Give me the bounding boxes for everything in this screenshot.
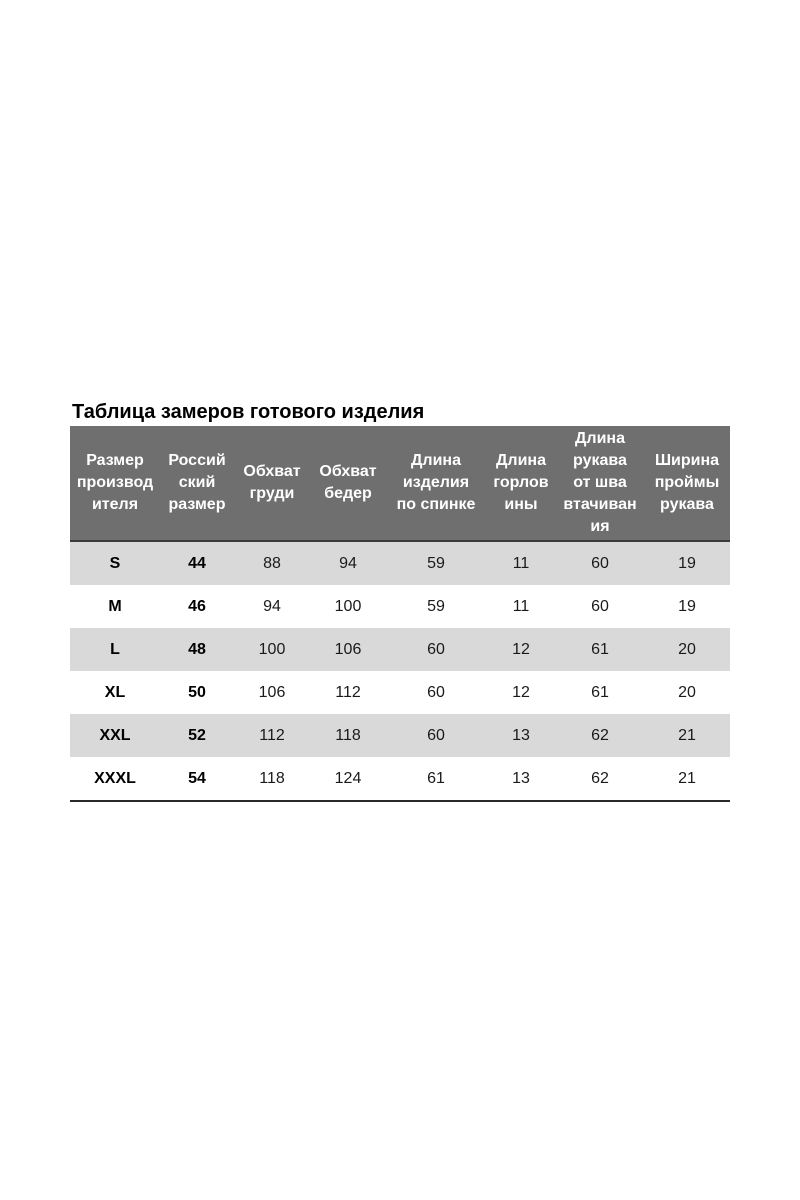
- table-row: [70, 714, 730, 757]
- measurements-table: [70, 426, 730, 802]
- cell-armhole-width: 21: [644, 757, 730, 801]
- cell-russian-size: 48: [160, 628, 234, 671]
- cell-armhole-width: 19: [644, 541, 730, 585]
- cell-russian-size: 46: [188, 597, 206, 615]
- cell-chest: 94: [263, 597, 281, 615]
- table-row: [70, 585, 730, 628]
- cell-neckline: 12: [512, 683, 530, 701]
- cell-armhole-width: 21: [644, 714, 730, 757]
- table-title: Таблица замеров готового изделия: [72, 401, 425, 423]
- cell-chest: 118: [234, 757, 310, 801]
- cell-sleeve-length: 62: [556, 714, 644, 757]
- cell-manufacturer-size: M: [108, 597, 122, 615]
- cell-hips: 112: [335, 683, 361, 701]
- table-row: [70, 541, 730, 585]
- cell-hips: 100: [334, 597, 362, 615]
- column-header-chest: Обхват груди: [234, 426, 310, 541]
- cell-back-length: 61: [386, 757, 486, 801]
- cell-sleeve-length: 61: [591, 683, 609, 701]
- cell-chest: 106: [258, 683, 286, 701]
- cell-armhole-width: 19: [678, 597, 696, 615]
- cell-back-length: 60: [386, 628, 486, 671]
- cell-russian-size: 44: [160, 541, 234, 585]
- cell-armhole-width: 20: [644, 628, 730, 671]
- cell-sleeve-length: 61: [556, 628, 644, 671]
- column-header-armhole-width: Ширина проймы рукава: [644, 426, 730, 541]
- cell-sleeve-length: 62: [556, 757, 644, 801]
- cell-manufacturer-size: XL: [104, 683, 126, 701]
- column-header-russian-size: Россий ский размер: [160, 426, 234, 541]
- column-header-back-length: Длина изделия по спинке: [386, 426, 486, 541]
- cell-manufacturer-size: XXL: [70, 714, 160, 757]
- cell-manufacturer-size: S: [70, 541, 160, 585]
- size-chart: [70, 398, 730, 802]
- cell-armhole-width: 20: [678, 683, 696, 701]
- table-row: [70, 757, 730, 801]
- table-row: [70, 671, 730, 714]
- cell-chest: 100: [234, 628, 310, 671]
- cell-neckline: 13: [486, 714, 556, 757]
- cell-manufacturer-size: XXXL: [70, 757, 160, 801]
- cell-russian-size: 52: [160, 714, 234, 757]
- cell-neckline: 11: [486, 541, 556, 585]
- column-header-neckline: Длина горлов ины: [486, 426, 556, 541]
- table-row: [70, 628, 730, 671]
- cell-neckline: 12: [486, 628, 556, 671]
- cell-russian-size: 54: [160, 757, 234, 801]
- cell-hips: 124: [310, 757, 386, 801]
- cell-chest: 88: [234, 541, 310, 585]
- column-header-hips: Обхват бедер: [310, 426, 386, 541]
- cell-russian-size: 50: [188, 683, 206, 701]
- cell-back-length: 60: [386, 714, 486, 757]
- cell-back-length: 60: [427, 683, 445, 701]
- cell-hips: 106: [310, 628, 386, 671]
- cell-sleeve-length: 60: [556, 541, 644, 585]
- cell-back-length: 59: [386, 541, 486, 585]
- cell-hips: 118: [310, 714, 386, 757]
- cell-sleeve-length: 60: [591, 597, 609, 615]
- cell-neckline: 11: [512, 597, 530, 615]
- cell-back-length: 59: [427, 597, 445, 615]
- column-header-manufacturer-size: Размер производ ителя: [70, 426, 160, 541]
- cell-manufacturer-size: L: [70, 628, 160, 671]
- cell-chest: 112: [234, 714, 310, 757]
- cell-hips: 94: [310, 541, 386, 585]
- column-header-sleeve-length: Длина рукава от шва втачиван ия: [556, 426, 644, 541]
- header-row: [70, 426, 730, 541]
- cell-neckline: 13: [486, 757, 556, 801]
